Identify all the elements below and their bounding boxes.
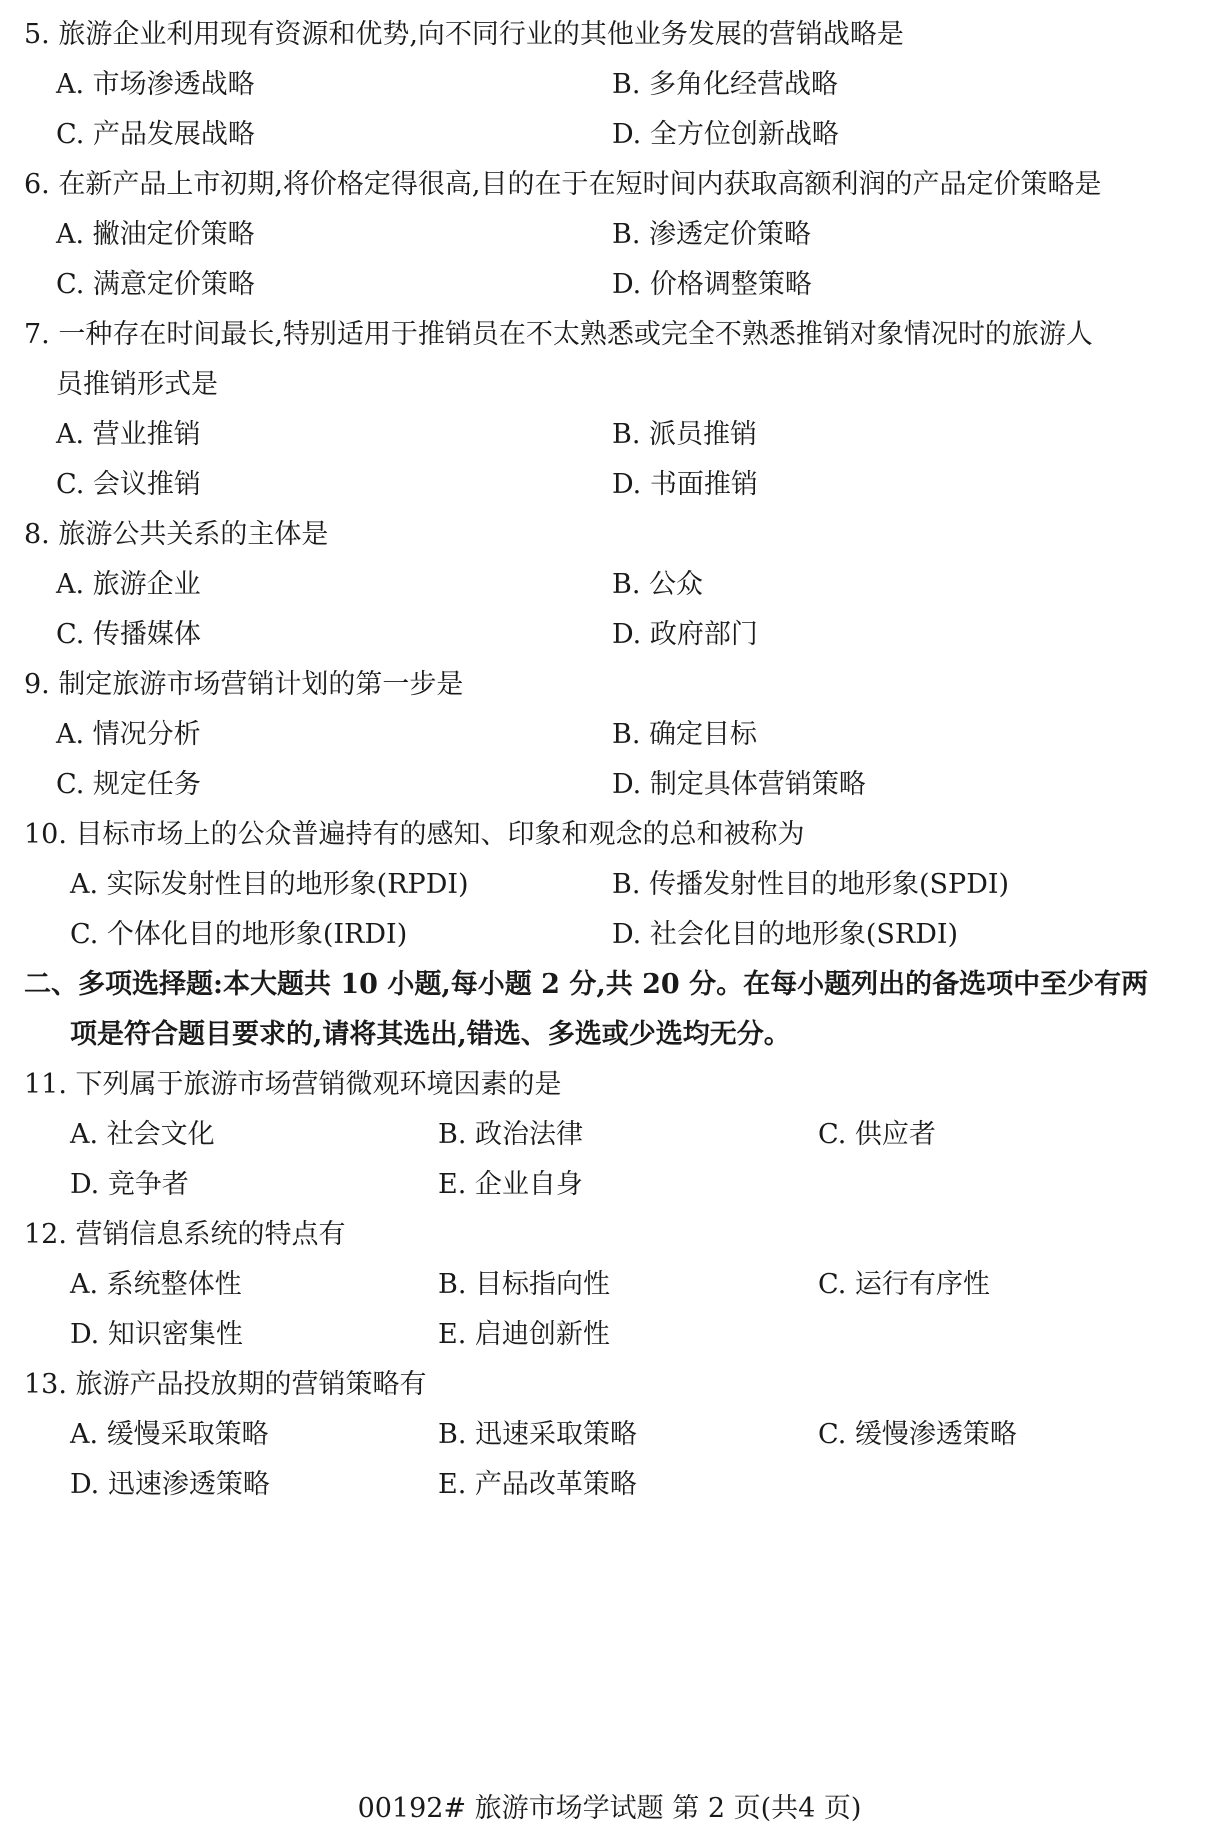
- q13-option-c: C. 缓慢渗透策略: [818, 1419, 1017, 1450]
- question-11-stem: 11. 下列属于旅游市场营销微观环境因素的是: [24, 1069, 562, 1100]
- q11-option-d: D. 竞争者: [70, 1169, 189, 1200]
- q11-option-c: C. 供应者: [818, 1119, 936, 1150]
- q7-option-b: B. 派员推销: [612, 419, 758, 450]
- question-8-stem: 8. 旅游公共关系的主体是: [24, 519, 329, 550]
- question-6-stem: 6. 在新产品上市初期,将价格定得很高,目的在于在短时间内获取高额利润的产品定价策略是: [24, 169, 1102, 200]
- q13-option-d: D. 迅速渗透策略: [70, 1469, 270, 1500]
- q10-option-d: D. 社会化目的地形象(SRDI): [612, 919, 959, 950]
- q11-option-b: B. 政治法律: [438, 1119, 584, 1150]
- section-2-heading-continued: 项是符合题目要求的,请将其选出,错选、多选或少选均无分。: [70, 1019, 791, 1050]
- q9-option-b: B. 确定目标: [612, 719, 758, 750]
- q11-option-e: E. 企业自身: [438, 1169, 583, 1200]
- q12-option-b: B. 目标指向性: [438, 1269, 611, 1300]
- q5-option-c: C. 产品发展战略: [56, 119, 255, 150]
- q6-option-a: A. 撇油定价策略: [56, 219, 255, 250]
- q9-option-c: C. 规定任务: [56, 769, 201, 800]
- q10-option-b: B. 传播发射性目的地形象(SPDI): [612, 869, 1010, 900]
- question-5-stem: 5. 旅游企业利用现有资源和优势,向不同行业的其他业务发展的营销战略是: [24, 19, 904, 50]
- q7-option-c: C. 会议推销: [56, 469, 201, 500]
- question-7-stem: 7. 一种存在时间最长,特别适用于推销员在不太熟悉或完全不熟悉推销对象情况时的旅游人: [24, 319, 1093, 350]
- question-10-stem: 10. 目标市场上的公众普遍持有的感知、印象和观念的总和被称为: [24, 819, 805, 850]
- q11-option-a: A. 社会文化: [70, 1119, 215, 1150]
- q9-option-d: D. 制定具体营销策略: [612, 769, 866, 800]
- q5-option-b: B. 多角化经营战略: [612, 69, 839, 100]
- q8-option-b: B. 公众: [612, 569, 704, 600]
- q12-option-c: C. 运行有序性: [818, 1269, 990, 1300]
- q5-option-d: D. 全方位创新战略: [612, 119, 839, 150]
- question-12-stem: 12. 营销信息系统的特点有: [24, 1219, 346, 1250]
- q7-option-d: D. 书面推销: [612, 469, 758, 500]
- q6-option-d: D. 价格调整策略: [612, 269, 812, 300]
- q9-option-a: A. 情况分析: [56, 719, 201, 750]
- q6-option-c: C. 满意定价策略: [56, 269, 255, 300]
- question-7-stem-continued: 员推销形式是: [56, 369, 218, 400]
- q10-option-a: A. 实际发射性目的地形象(RPDI): [70, 869, 469, 900]
- q8-option-d: D. 政府部门: [612, 619, 758, 650]
- q8-option-c: C. 传播媒体: [56, 619, 201, 650]
- question-9-stem: 9. 制定旅游市场营销计划的第一步是: [24, 669, 464, 700]
- q12-option-a: A. 系统整体性: [70, 1269, 242, 1300]
- page-footer: 00192# 旅游市场学试题 第 2 页(共4 页): [357, 1793, 862, 1824]
- q8-option-a: A. 旅游企业: [56, 569, 201, 600]
- q13-option-b: B. 迅速采取策略: [438, 1419, 638, 1450]
- section-2-heading: 二、多项选择题:本大题共 10 小题,每小题 2 分,共 20 分。在每小题列出的备选项中至少有两: [24, 969, 1149, 1000]
- q10-option-c: C. 个体化目的地形象(IRDI): [70, 919, 408, 950]
- q12-option-d: D. 知识密集性: [70, 1319, 243, 1350]
- q13-option-a: A. 缓慢采取策略: [70, 1419, 269, 1450]
- q5-option-a: A. 市场渗透战略: [56, 69, 255, 100]
- q6-option-b: B. 渗透定价策略: [612, 219, 812, 250]
- q7-option-a: A. 营业推销: [56, 419, 201, 450]
- q13-option-e: E. 产品改革策略: [438, 1469, 637, 1500]
- q12-option-e: E. 启迪创新性: [438, 1319, 610, 1350]
- question-13-stem: 13. 旅游产品投放期的营销策略有: [24, 1369, 427, 1400]
